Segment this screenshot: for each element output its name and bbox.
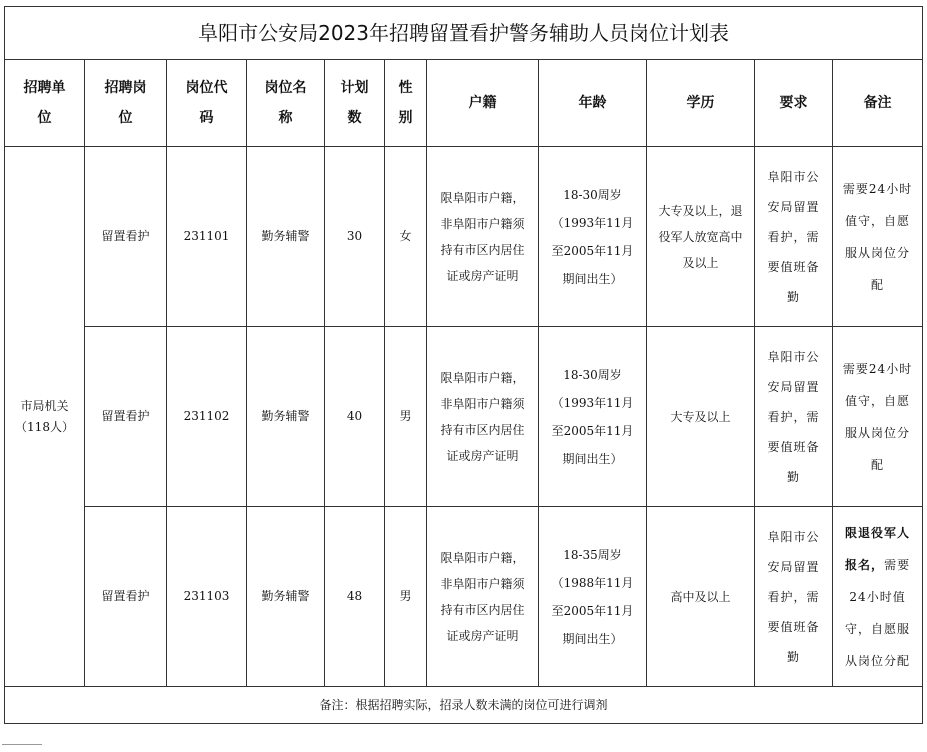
header-row: [5, 60, 923, 147]
post-cell: 留置看护: [85, 507, 167, 687]
header-edu: 学历: [647, 60, 755, 147]
unit-count: （118人）: [15, 419, 74, 434]
code-cell: 231101: [167, 147, 247, 327]
count-cell: 30: [325, 147, 385, 327]
header-unit: 招聘单位: [5, 60, 85, 147]
table-row: [5, 327, 923, 507]
table-row: [5, 147, 923, 327]
remark-cell: 需要24小时值守，自愿服从岗位分配: [833, 327, 923, 507]
edu-cell: 大专及以上: [647, 327, 755, 507]
req-cell: 阜阳市公安局留置看护，需要值班备勤: [755, 147, 833, 327]
age-cell: 18-35周岁 （1988年11月至2005年11月期间出生）: [539, 507, 647, 687]
count-cell: 40: [325, 327, 385, 507]
footer-note: 备注：根据招聘实际，招录人数未满的岗位可进行调剂: [5, 687, 923, 724]
name-cell: 勤务辅警: [247, 327, 325, 507]
header-count: 计划数: [325, 60, 385, 147]
header-huji: 户籍: [427, 60, 539, 147]
unit-cell: [5, 147, 85, 687]
huji-cell: 限阜阳市户籍，非阜阳市户籍须持有市区内居住证或房产证明: [427, 147, 539, 327]
post-cell: 留置看护: [85, 327, 167, 507]
edu-cell: 高中及以上: [647, 507, 755, 687]
page-edge-mark: [2, 744, 42, 745]
gender-cell: 男: [385, 507, 427, 687]
gender-cell: 女: [385, 147, 427, 327]
count-cell: 48: [325, 507, 385, 687]
age-cell: 18-30周岁 （1993年11月至2005年11月期间出生）: [539, 327, 647, 507]
code-cell: 231102: [167, 327, 247, 507]
header-code: 岗位代码: [167, 60, 247, 147]
header-remark: 备注: [833, 60, 923, 147]
header-gender: 性别: [385, 60, 427, 147]
page-title: 阜阳市公安局2023年招聘留置看护警务辅助人员岗位计划表: [5, 7, 923, 60]
recruitment-plan-table: [4, 6, 923, 724]
header-age: 年龄: [539, 60, 647, 147]
header-req: 要求: [755, 60, 833, 147]
code-cell: 231103: [167, 507, 247, 687]
huji-cell: 限阜阳市户籍，非阜阳市户籍须持有市区内居住证或房产证明: [427, 507, 539, 687]
gender-cell: 男: [385, 327, 427, 507]
req-cell: 阜阳市公安局留置看护，需要值班备勤: [755, 327, 833, 507]
header-name: 岗位名称: [247, 60, 325, 147]
remark-cell: 限退役军人报名，需要24小时值守，自愿服从岗位分配: [833, 507, 923, 687]
edu-cell: 大专及以上，退役军人放宽高中及以上: [647, 147, 755, 327]
huji-cell: 限阜阳市户籍，非阜阳市户籍须持有市区内居住证或房产证明: [427, 327, 539, 507]
remark-cell: 需要24小时值守，自愿服从岗位分配: [833, 147, 923, 327]
post-cell: 留置看护: [85, 147, 167, 327]
name-cell: 勤务辅警: [247, 507, 325, 687]
req-cell: 阜阳市公安局留置看护，需要值班备勤: [755, 507, 833, 687]
unit-name: 市局机关: [20, 398, 69, 413]
name-cell: 勤务辅警: [247, 147, 325, 327]
table-row: [5, 507, 923, 687]
age-cell: 18-30周岁 （1993年11月至2005年11月期间出生）: [539, 147, 647, 327]
header-post: 招聘岗位: [85, 60, 167, 147]
